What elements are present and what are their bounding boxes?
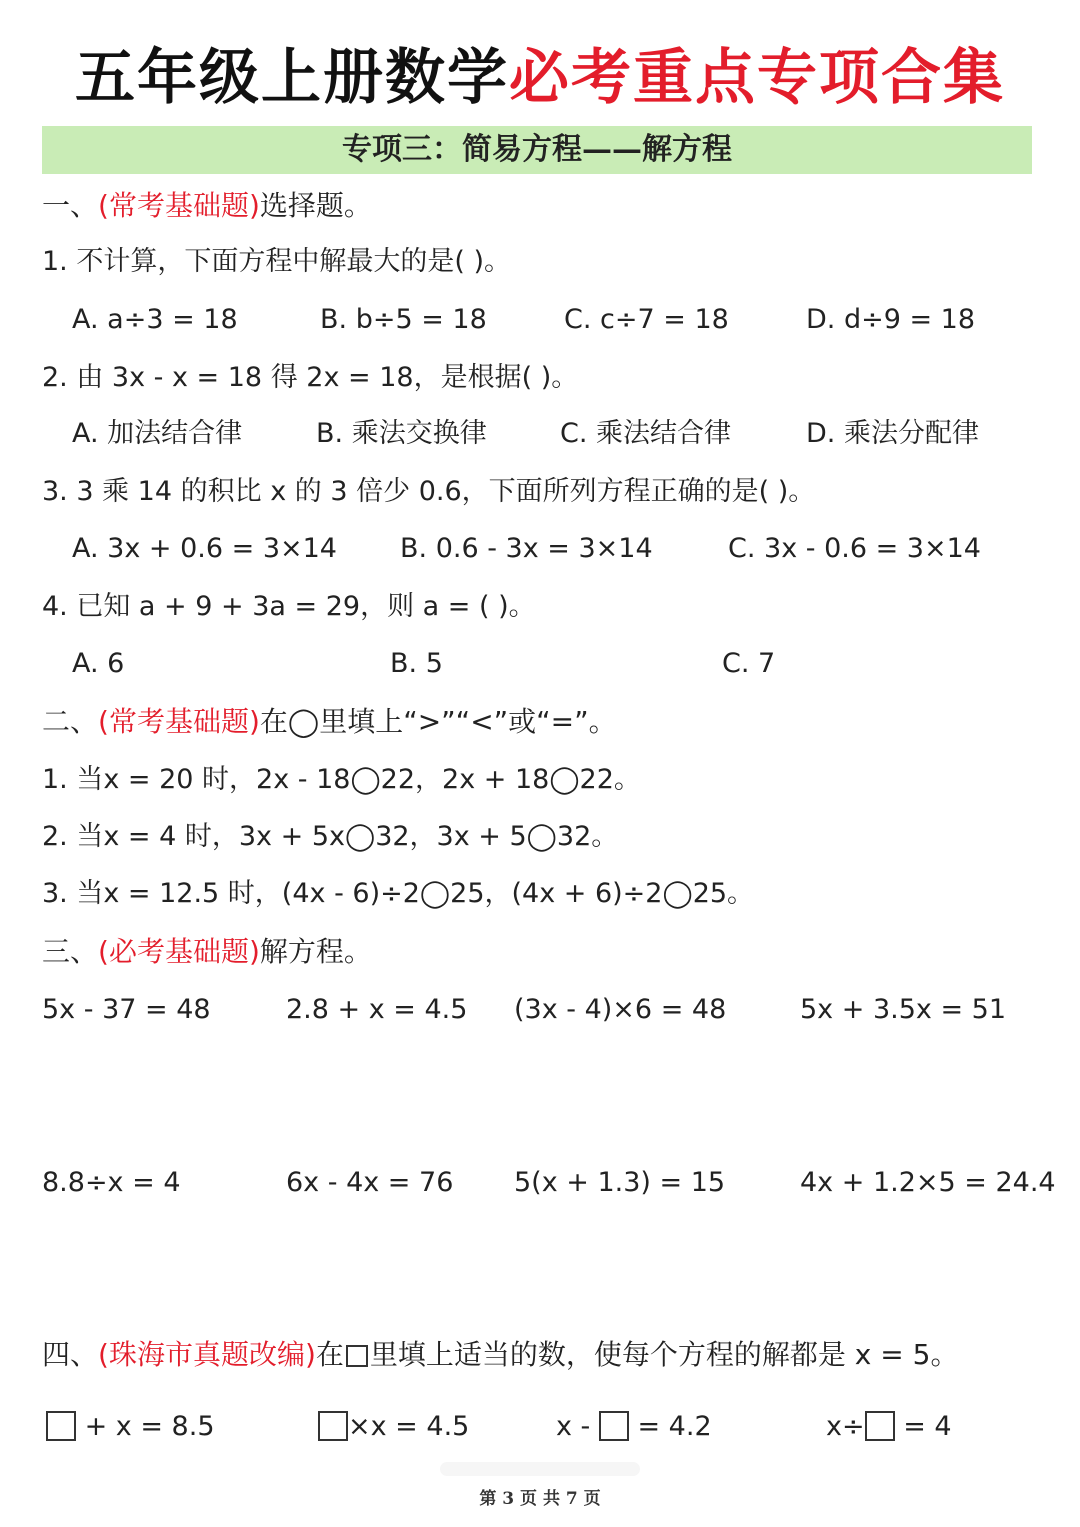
section-4-text-post: 里填上适当的数，使每个方程的解都是 x = 5。 (369, 1338, 959, 1371)
fill-3-pre: x - (556, 1411, 599, 1442)
title-black-part: 五年级上册数学 (75, 43, 509, 113)
section-4-number: 四、 (42, 1338, 99, 1371)
square-symbol (346, 1345, 368, 1367)
fill-item-2 (318, 1409, 469, 1445)
section-4-tag: (珠海市真题改编) (98, 1338, 316, 1371)
fill-3-post: = 4.2 (628, 1411, 712, 1442)
q3-option-a: A. 3x + 0.6 = 3×14 (72, 533, 337, 564)
title-red-part: 必考重点专项合集 (509, 43, 1005, 113)
equation-2: 2.8 + x = 4.5 (286, 994, 468, 1025)
banner-text: 专项三：简易方程——解方程 (342, 132, 732, 167)
question-1-stem: 1. 不计算，下面方程中解最大的是( )。 (42, 246, 511, 277)
fill-item-4 (826, 1409, 952, 1445)
section-2-heading (42, 704, 617, 740)
answer-box[interactable] (599, 1411, 629, 1441)
section-3-tag: (必考基础题) (98, 935, 260, 968)
equation-4: 5x + 3.5x = 51 (800, 994, 1007, 1025)
section-2-text: 在◯里填上“>”“<”或“=”。 (259, 705, 617, 738)
q3-option-c: C. 3x - 0.6 = 3×14 (728, 533, 981, 564)
section-3-number: 三、 (42, 935, 99, 968)
question-4-stem: 4. 已知 a + 9 + 3a = 29，则 a = ( )。 (42, 591, 536, 622)
q3-option-b: B. 0.6 - 3x = 3×14 (400, 533, 653, 564)
fill-1-post: + x = 8.5 (76, 1411, 215, 1442)
section-4-heading (42, 1337, 958, 1373)
answer-box[interactable] (46, 1411, 76, 1441)
equation-7: 5(x + 1.3) = 15 (514, 1167, 726, 1198)
q2-option-d: D. 乘法分配律 (806, 418, 979, 449)
fill-4-pre: x÷ (826, 1411, 865, 1442)
q1-option-b: B. b÷5 = 18 (320, 304, 487, 335)
answer-box[interactable] (865, 1411, 895, 1441)
section-2-number: 二、 (42, 705, 99, 738)
section-1-number: 一、 (42, 189, 99, 222)
section-3-text: 解方程。 (259, 935, 372, 968)
equation-3: (3x - 4)×6 = 48 (514, 994, 727, 1025)
equation-8: 4x + 1.2×5 = 24.4 (800, 1167, 1056, 1198)
q4-option-a: A. 6 (72, 648, 125, 679)
q4-option-c: C. 7 (722, 648, 776, 679)
section-1-tag: (常考基础题) (98, 189, 260, 222)
q2-option-c: C. 乘法结合律 (560, 418, 732, 449)
q4-option-b: B. 5 (390, 648, 443, 679)
section-3-heading (42, 934, 372, 970)
section-2-tag: (常考基础题) (98, 705, 260, 738)
s2-item-2: 2. 当x = 4 时，3x + 5x◯32，3x + 5◯32。 (42, 821, 619, 852)
equation-1: 5x - 37 = 48 (42, 994, 211, 1025)
q2-option-b: B. 乘法交换律 (316, 418, 487, 449)
q1-option-c: C. c÷7 = 18 (564, 304, 729, 335)
equation-6: 6x - 4x = 76 (286, 1167, 454, 1198)
s2-item-3: 3. 当x = 12.5 时，(4x - 6)÷2◯25，(4x + 6)÷2◯25。 (42, 878, 755, 909)
fill-4-post: = 4 (894, 1411, 952, 1442)
page-footer: 第 3 页 共 7 页 (479, 1489, 601, 1509)
section-4-text-pre: 在 (315, 1338, 344, 1371)
question-3-stem: 3. 3 乘 14 的积比 x 的 3 倍少 0.6，下面所列方程正确的是( )。 (42, 476, 816, 507)
fill-item-3 (556, 1409, 712, 1445)
s2-item-1: 1. 当x = 20 时，2x - 18◯22，2x + 18◯22。 (42, 764, 641, 795)
section-1-text: 选择题。 (259, 189, 372, 222)
q2-option-a: A. 加法结合律 (72, 418, 243, 449)
topic-banner (42, 126, 1032, 174)
answer-box[interactable] (318, 1411, 348, 1441)
question-2-stem: 2. 由 3x - x = 18 得 2x = 18，是根据( )。 (42, 362, 579, 393)
section-1-heading (42, 188, 372, 224)
fill-2-post: ×x = 4.5 (348, 1411, 470, 1442)
q1-option-a: A. a÷3 = 18 (72, 304, 238, 335)
page-title (0, 38, 1080, 118)
fill-item-1 (46, 1409, 215, 1445)
watermark-blur (440, 1462, 640, 1476)
q1-option-d: D. d÷9 = 18 (806, 304, 976, 335)
equation-5: 8.8÷x = 4 (42, 1167, 181, 1198)
